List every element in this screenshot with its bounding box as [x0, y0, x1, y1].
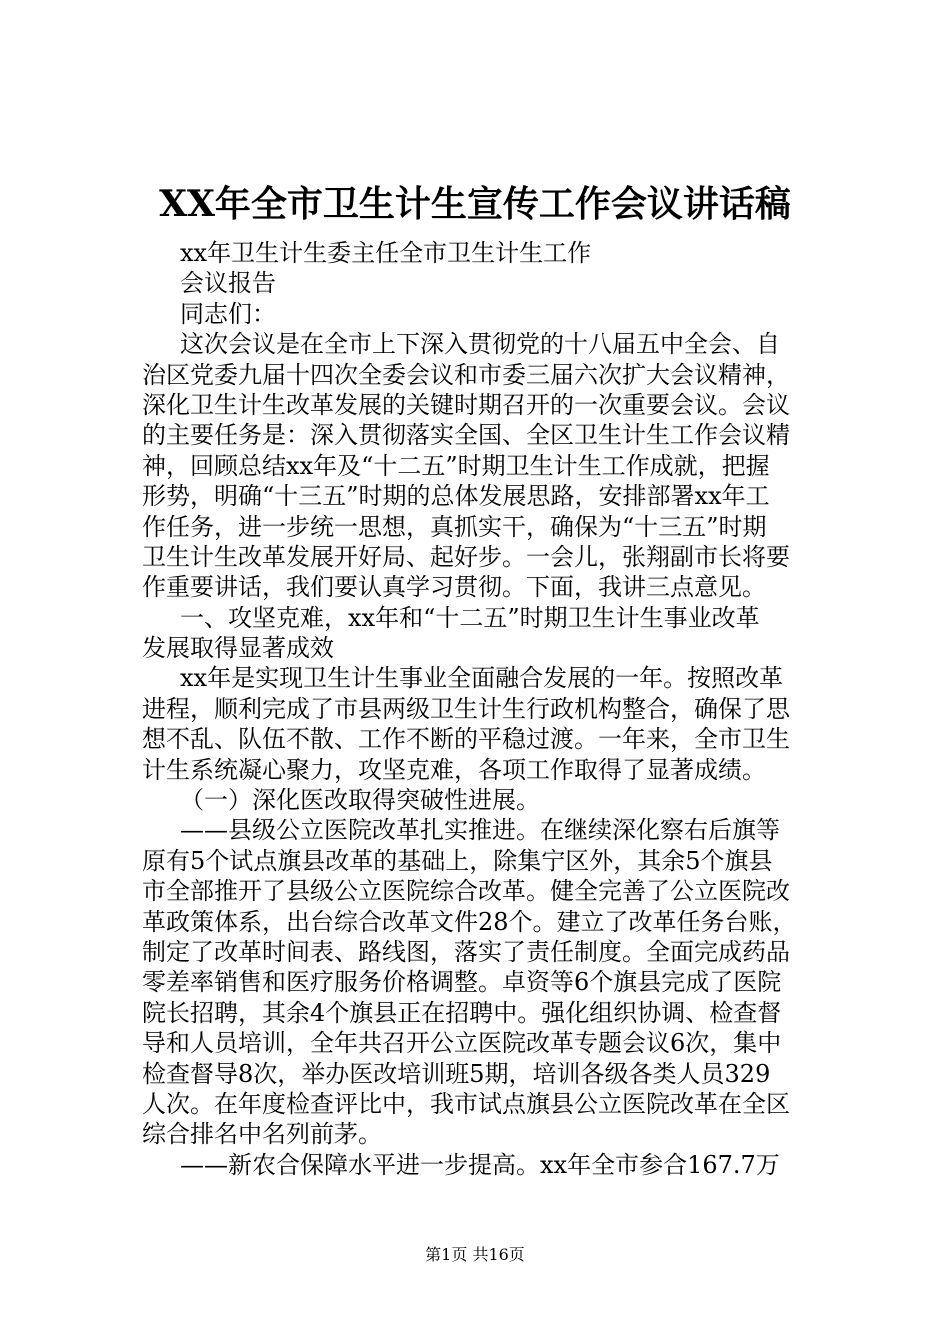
body-line: 会议报告 — [180, 269, 276, 298]
body-line: xx年是实现卫生计生事业全面融合发展的一年。按照改革 — [180, 664, 784, 693]
body-line: 神，回顾总结xx年及“十二五”时期卫生计生工作成就，把握 — [142, 451, 770, 480]
body-line: 这次会议是在全市上下深入贯彻党的十八届五中全会、自 — [180, 330, 780, 359]
body-line: 制定了改革时间表、路线图，落实了责任制度。全面完成药品 — [142, 937, 790, 966]
body-line: 发展取得显著成效 — [142, 634, 334, 663]
body-line: 革政策体系，出台综合改革文件28个。建立了改革任务台账， — [142, 907, 797, 936]
body-line: ——县级公立医院改革扎实推进。在继续深化察右后旗等 — [180, 816, 780, 845]
body-line: 人次。在年度检查评比中，我市试点旗县公立医院改革在全区 — [142, 1089, 790, 1118]
document-title: XX年全市卫生计生宣传工作会议讲话稿 — [159, 183, 791, 225]
body-line: xx年卫生计生委主任全市卫生计生工作 — [180, 239, 592, 267]
body-line: 作任务，进一步统一思想，真抓实干，确保为“十三五”时期 — [142, 512, 767, 541]
body-line: 市全部推开了县级公立医院综合改革。健全完善了公立医院改 — [142, 877, 790, 906]
body-line: 想不乱、队伍不散、工作不断的平稳过渡。一年来，全市卫生 — [142, 725, 790, 754]
body-line: 计生系统凝心聚力，攻坚克难，各项工作取得了显著成绩。 — [142, 755, 766, 784]
body-line: 院长招聘，其余4个旗县正在招聘中。强化组织协调、检查督 — [142, 998, 782, 1027]
body-line: 检查督导8次，举办医改培训班5期，培训各级各类人员329 — [142, 1059, 771, 1088]
body-line: 原有5个试点旗县改革的基础上，除集宁区外，其余5个旗县 — [142, 846, 773, 875]
body-line: ——新农合保障水平进一步提高。xx年全市参合167.7万 — [180, 1150, 780, 1179]
body-line: 综合排名中名列前茅。 — [142, 1120, 382, 1149]
body-line: 形势，明确“十三五”时期的总体发展思路，安排部署xx年工 — [142, 482, 770, 511]
page-footer: 第1页 共16页 — [425, 1245, 525, 1264]
body-line: 治区党委九届十四次全委会议和市委三届六次扩大会议精神， — [142, 360, 790, 389]
document-body — [142, 238, 842, 1180]
body-line: 卫生计生改革发展开好局、起好步。一会儿，张翔副市长将要 — [142, 542, 790, 571]
body-line: 的主要任务是：深入贯彻落实全国、全区卫生计生工作会议精 — [142, 421, 790, 450]
body-line: 一、攻坚克难，xx年和“十二五”时期卫生计生事业改革 — [180, 603, 760, 632]
body-line: 作重要讲话，我们要认真学习贯彻。下面，我讲三点意见。 — [142, 573, 766, 602]
body-line: （一）深化医改取得突破性进展。 — [180, 786, 540, 815]
body-line: 进程，顺利完成了市县两级卫生计生行政机构整合，确保了思 — [142, 694, 790, 723]
body-line: 深化卫生计生改革发展的关键时期召开的一次重要会议。会议 — [142, 390, 790, 419]
body-line: 导和人员培训，全年共召开公立医院改革专题会议6次，集中 — [142, 1029, 782, 1058]
body-line: 零差率销售和医疗服务价格调整。卓资等6个旗县完成了医院 — [142, 968, 782, 997]
body-line: 同志们： — [180, 299, 276, 328]
